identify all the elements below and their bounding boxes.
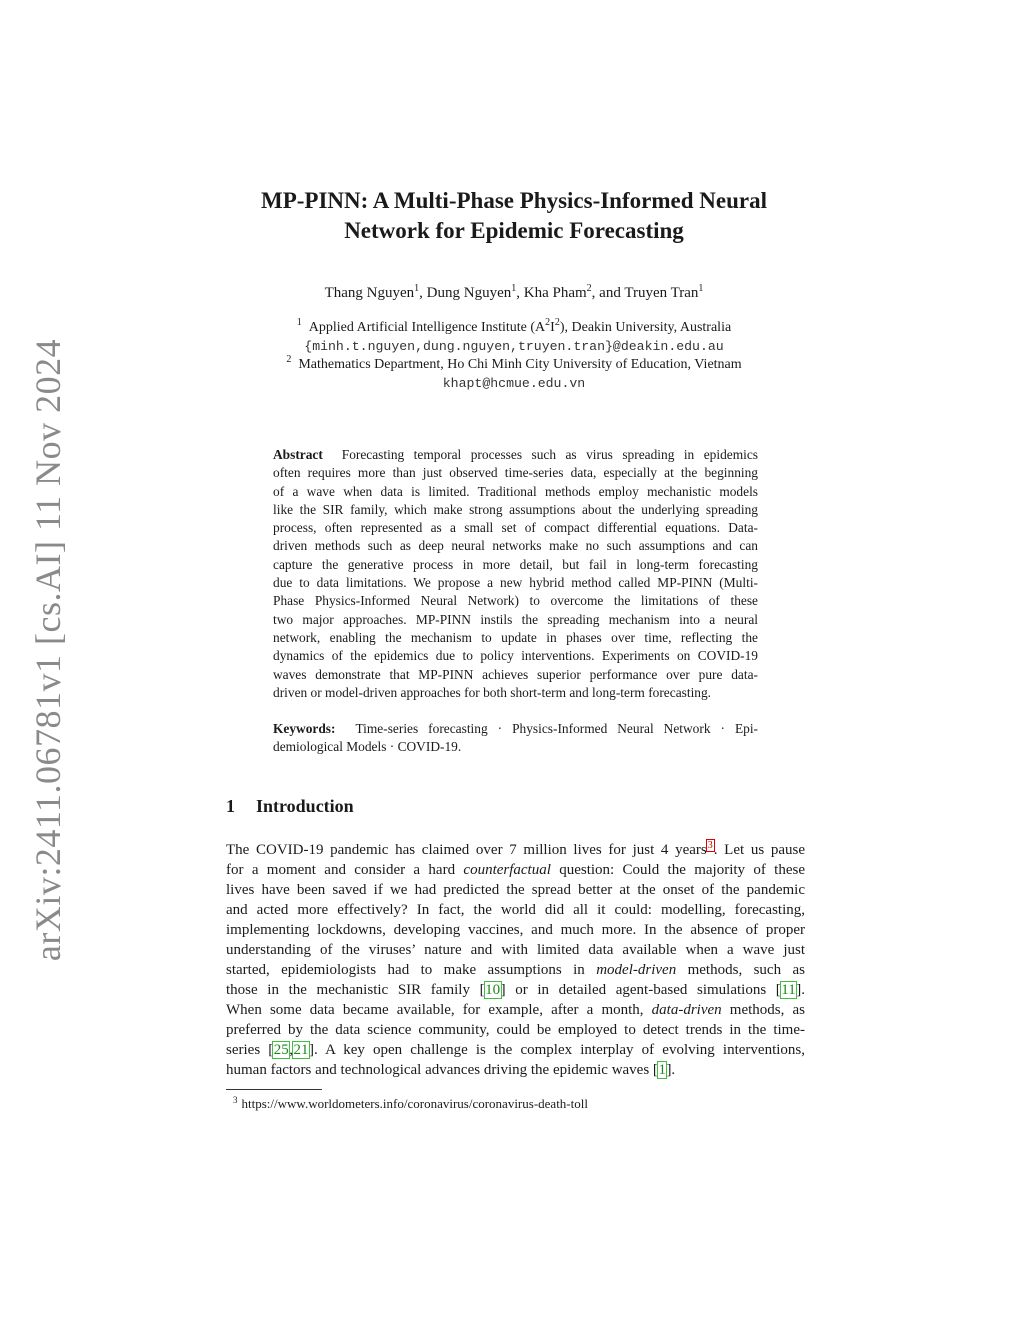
author-affiliation-mark: 2 — [586, 283, 592, 294]
citation-link[interactable]: 11 — [781, 982, 796, 998]
abstract-line: driven or model-driven approaches for both short-term and long-term forecasting. — [273, 684, 712, 700]
abstract-line: process, often represented as a small set of compact differential equations. Data- — [273, 520, 758, 536]
author-affiliation-mark: 1 — [511, 283, 517, 294]
footnote — [233, 1096, 588, 1112]
affiliation-2: $^2$ Mathematics Department, Ho Chi Minh City University of Education, Vietnam — [286, 354, 742, 372]
author-affiliation-mark: 1 — [414, 283, 420, 294]
abstract-line: driven methods such as deep neural networks make no such assumptions and can — [273, 538, 758, 554]
citation-link[interactable]: 25 — [273, 1042, 289, 1058]
citation-link[interactable]: 1 — [658, 1062, 666, 1078]
spacer — [273, 702, 758, 720]
abstract-line: dynamics of the epidemics due to policy interventions. Experiments on COVID-19 — [273, 648, 758, 664]
paragraph-line: human factors and technological advances driving the epidemic waves [1]. — [226, 1062, 676, 1078]
abstract-line: waves demonstrate that MP-PINN achieves superior performance over pure data- — [273, 666, 758, 682]
author-name: Thang Nguyen — [324, 285, 415, 301]
keywords-line: Keywords: Time-series forecasting · Physics-Informed Neural Network · Epi- — [273, 721, 758, 737]
affiliation-1-email: {minh.t.nguyen,dung.nguyen,truyen.tran}@deakin.edu.au — [304, 338, 724, 354]
abstract-line: due to data limitations. We propose a new hybrid method called MP-PINN (Multi- — [273, 575, 758, 591]
paragraph-line: for a moment and consider a hard counterfactual question: Could the majority of these — [226, 862, 805, 878]
author-list — [214, 283, 814, 303]
abstract-label: Abstract — [273, 447, 323, 462]
introduction-paragraph — [226, 840, 805, 1080]
author-name: Truyen Tran — [624, 285, 699, 301]
abstract-line: like the SIR family, which make strong assumptions about the underlying spreading — [273, 501, 758, 517]
author-affiliation-mark: 1 — [698, 283, 704, 294]
abstract-line: Abstract Forecasting temporal processes such as virus spreading in epidemics — [273, 447, 758, 462]
affiliation-2-email: khapt@hcmue.edu.vn — [442, 375, 586, 391]
author-name: Kha Pham — [523, 285, 587, 301]
paragraph-line: understanding of the viruses’ nature and with limited data available when a wave just — [226, 942, 805, 958]
keywords-label: Keywords: — [273, 721, 336, 737]
paragraph-line: started, epidemiologists had to make assumptions in model-driven methods, such as — [226, 962, 805, 978]
citation-link[interactable]: 21 — [293, 1042, 309, 1058]
abstract-line: capture the generative process in more detail, but fail in long-term forecasting — [273, 556, 758, 572]
author-separator: , — [516, 285, 524, 301]
affiliation-1: $^1$ Applied Artificial Intelligence Institute $(A^2I^2)$, Deakin University, Australia — [296, 317, 732, 335]
paragraph-line: series [25,21]. A key open challenge is the complex interplay of evolving interventions, — [226, 1042, 805, 1058]
paragraph-line: implementing lockdowns, developing vaccines, and much more. In the absence of proper — [226, 922, 805, 938]
section-number: 1 — [226, 796, 235, 816]
title-line-1: MP-PINN: A Multi-Phase Physics-Informed Neural — [261, 188, 767, 213]
paragraph-line: and acted more effectively? In fact, the world did all it could: modelling, forecasting, — [226, 902, 805, 918]
abstract-line: Phase Physics-Informed Neural Network) to overcome the limitations of these — [273, 593, 758, 609]
paragraph-line: lives have been saved if we had predicted the spread better at the onset of the pandemic — [226, 882, 805, 898]
citation-link[interactable]: 10 — [485, 982, 501, 998]
paper-title — [214, 186, 814, 246]
abstract-line: network, enabling the mechanism to update in phases over time, reflecting the — [273, 629, 758, 645]
footnote-rule — [226, 1089, 322, 1090]
abstract-line: two major approaches. MP-PINN instils the spreading mechanism into a neural — [273, 611, 758, 627]
keywords-line: demiological Models · COVID-19. — [273, 739, 462, 755]
affiliation-mark: 2 — [286, 354, 292, 365]
author-name: Dung Nguyen — [426, 285, 512, 301]
footnote-mark: 3 — [233, 1095, 238, 1105]
abstract-line: often requires more than just observed time-series data, especially at the beginning — [273, 465, 758, 481]
section-heading — [226, 796, 354, 817]
paragraph-line: When some data became available, for example, after a month, data-driven methods, as — [226, 1002, 805, 1018]
section-title: Introduction — [256, 796, 354, 816]
footnote-link[interactable]: 3 — [707, 840, 713, 851]
abstract-line: of a wave when data is limited. Traditional methods employ mechanistic models — [273, 483, 758, 499]
abstract — [273, 446, 758, 757]
author-separator: , — [419, 285, 427, 301]
paragraph-line: those in the mechanistic SIR family [10] or in detailed agent-based simulations [11]. — [226, 982, 805, 998]
paragraph-line: preferred by the data science community, could be employed to detect trends in the time- — [226, 1022, 805, 1038]
footnote-url[interactable]: https://www.worldometers.info/coronavirus/coronavirus-death-toll — [241, 1096, 588, 1111]
arxiv-identifier-stamp: arXiv:2411.06781v1 [cs.AI] 11 Nov 2024 — [28, 338, 68, 962]
affiliations — [214, 319, 814, 393]
title-line-2: Network for Epidemic Forecasting — [344, 218, 684, 243]
author-separator: , and — [591, 285, 625, 301]
paragraph-line: The COVID-19 pandemic has claimed over 7 million lives for just 4 years$^3$. Let us pause — [226, 840, 805, 858]
affiliation-mark: 1 — [296, 317, 302, 328]
